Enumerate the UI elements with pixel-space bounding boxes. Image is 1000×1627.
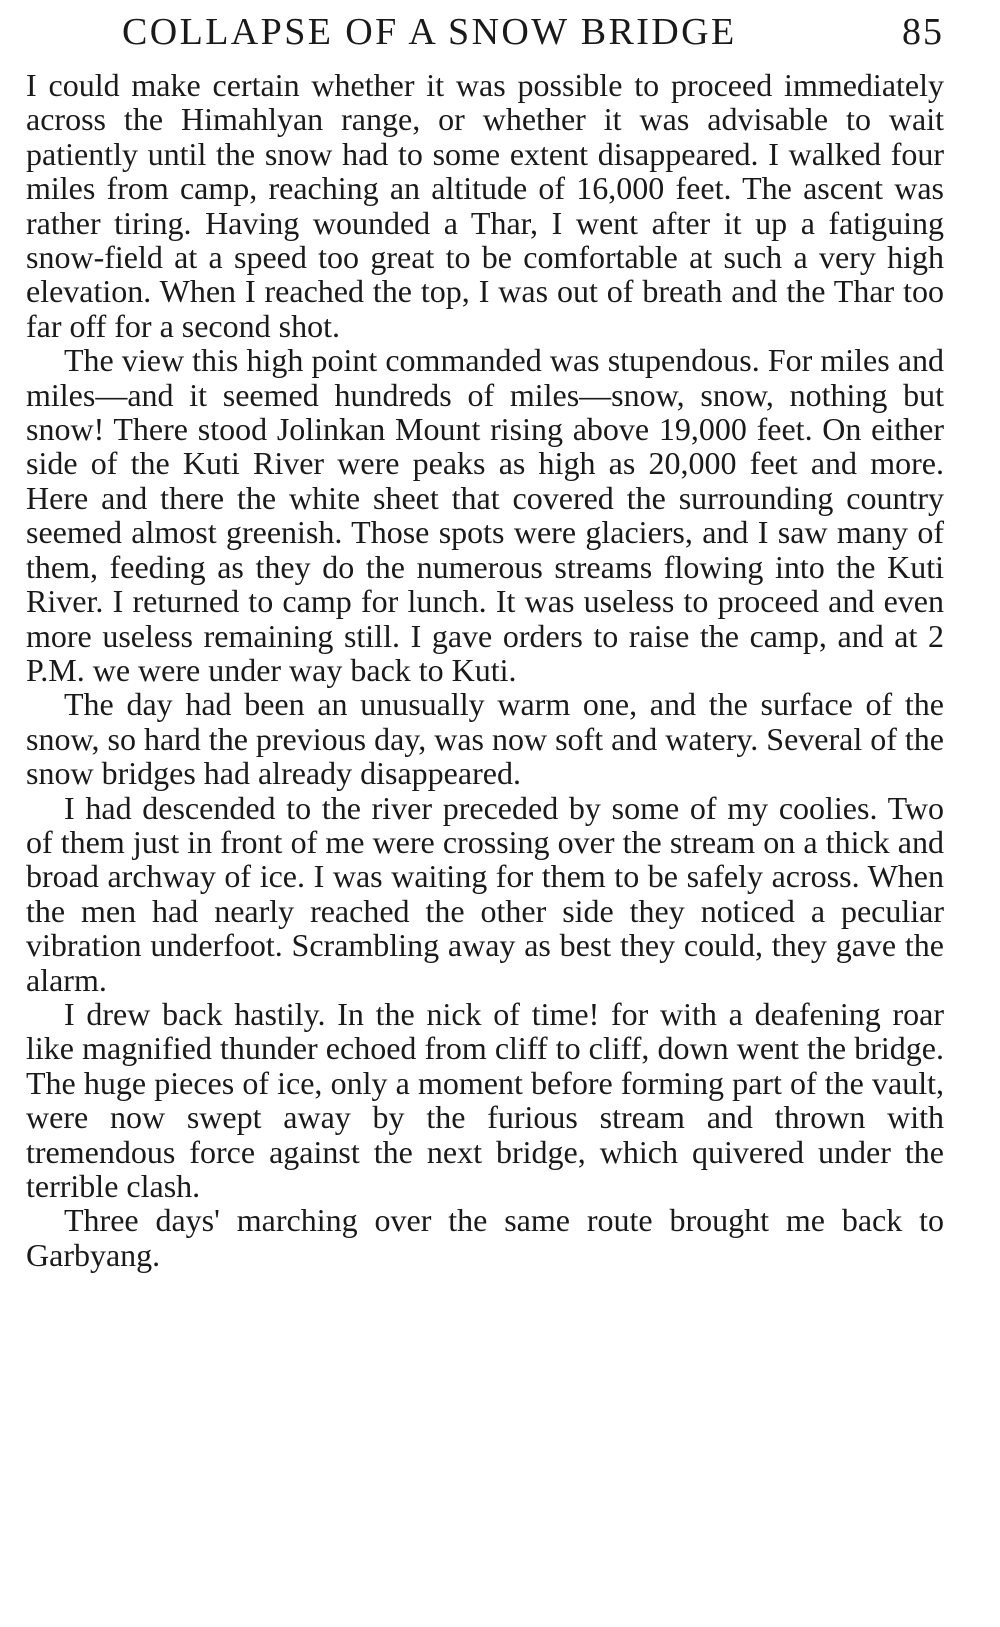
- page-header: [0, 10, 1000, 60]
- running-head: COLLAPSE OF A SNOW BRIDGE: [122, 11, 737, 53]
- paragraph-3: The day had been an unusually warm one, and the surface of the snow, so hard the previous day, was now soft and watery. Several of the snow bridges had already disappeared.: [26, 686, 944, 792]
- paragraph-2: The view this high point commanded was stupendous. For miles and miles—and it seemed hundreds of miles—snow, snow, nothing but snow! There stood Jolinkan Mount rising above 19,000 feet. On either side of the Kuti River were peaks as high as 20,000 feet and more. Here and there the white sheet that covered the surrounding country seemed almost greenish. Those spots were glaciers, and I saw many of them, feeding as they do the numerous streams flowing into the Kuti River. I returned to camp for lunch. It was useless to proceed and even more useless remaining still. I gave orders to raise the camp, and at 2 P.M. we were under way back to Kuti.: [26, 342, 944, 688]
- paragraph-4: I had descended to the river preceded by some of my coolies. Two of them just in front of me were crossing over the stream on a thick and broad archway of ice. I was waiting for them to be safely across. When the men had nearly reached the other side they noticed a peculiar vibration underfoot. Scrambling away as best they could, they gave the alarm.: [26, 789, 944, 998]
- paragraph-1: I could make certain whether it was possible to proceed immediately across the Himahlyan range, or whether it was advisable to wait patiently until the snow had to some extent disappeared. I walked four miles from camp, reaching an altitude of 16,000 feet. The ascent was rather tiring. Having wounded a Thar, I went after it up a fatiguing snow-field at a speed too great to be comfortable at such a very high elevation. When I reached the top, I was out of breath and the Thar too far off for a second shot.: [26, 67, 944, 344]
- page-number: 85: [902, 11, 944, 53]
- paragraph-6: Three days' marching over the same route brought me back to Garbyang.: [26, 1202, 944, 1273]
- paragraph-5: I drew back hastily. In the nick of time! for with a deafening roar like magnified thunder echoed from cliff to cliff, down went the bridge. The huge pieces of ice, only a moment before forming part of the vault, were now swept away by the furious stream and thrown with tremendous force against the next bridge, which quivered under the terrible clash.: [26, 995, 944, 1204]
- body-text: [26, 68, 944, 1272]
